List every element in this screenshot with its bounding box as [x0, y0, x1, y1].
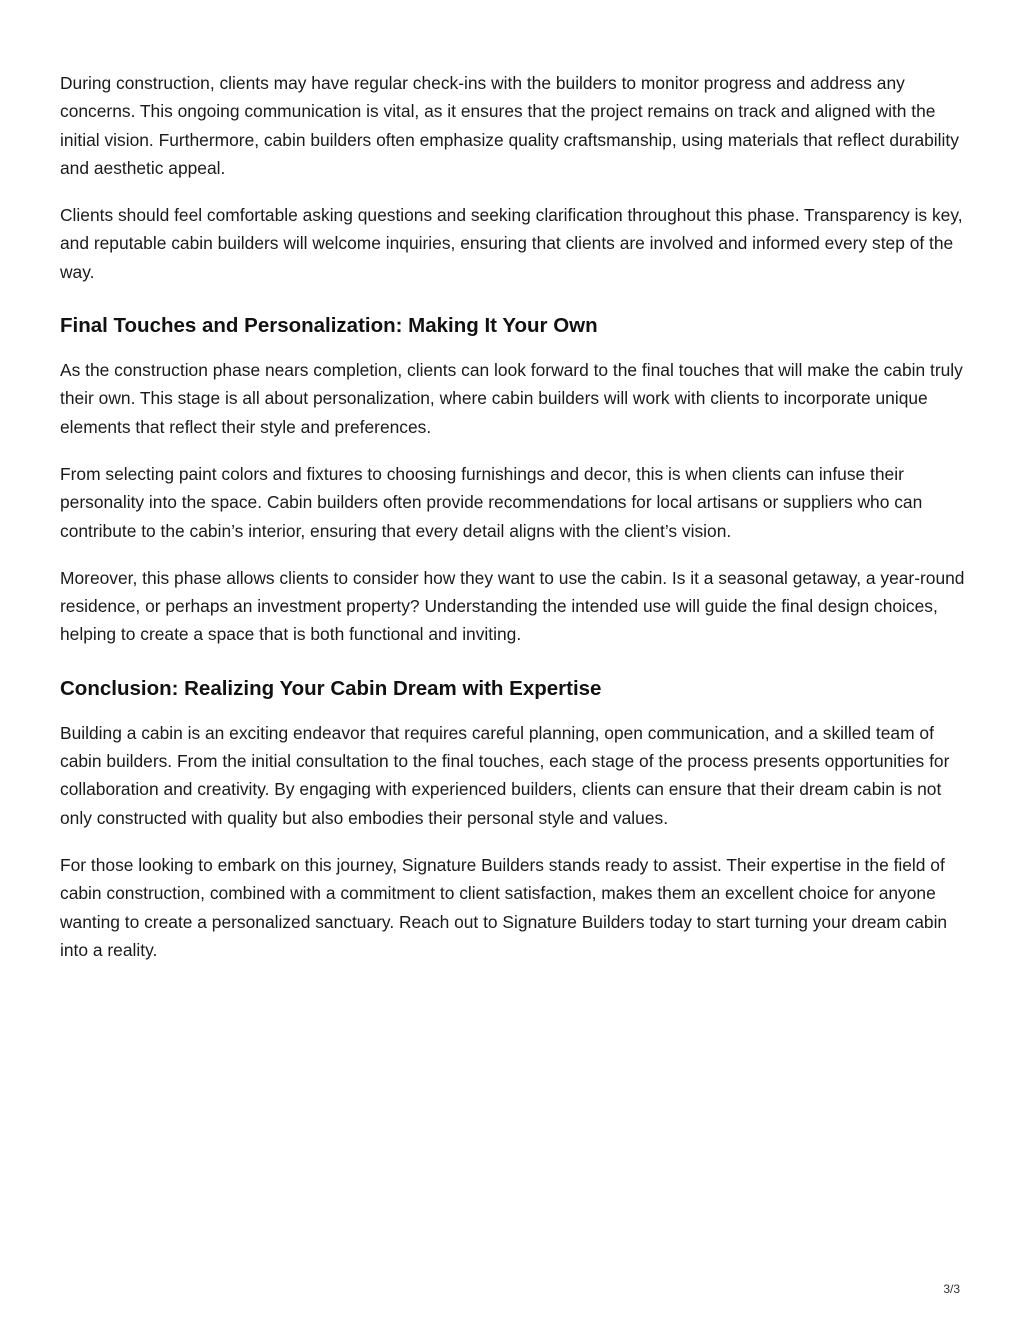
document-body	[60, 69, 965, 983]
paragraph-signature-builders: For those looking to embark on this journey, Signature Builders stands ready to assist. Their expertise in the field of cabin construction, combined with a commitment to client satisfaction, makes them an excellent choice for anyone wanting to create a personalized sanctuary. Reach out to Signature Builders today to start turning your dream cabin into a reality.	[60, 854, 948, 960]
paragraph-construction-checkins: During construction, clients may have regular check-ins with the builders to monitor progress and address any concerns. This ongoing communication is vital, as it ensures that the project remains on track and aligned with the initial vision. Furthermore, cabin builders often emphasize quality craftsmanship, using materials that reflect durability and aesthetic appeal.	[60, 73, 959, 178]
heading-conclusion: Conclusion: Realizing Your Cabin Dream with Expertise	[60, 676, 602, 700]
paragraph-personalization: As the construction phase nears completion, clients can look forward to the final touches that will make the cabin truly their own. This stage is all about personalization, where cabin builders will work with clients to incorporate unique elements that reflect their style and preferences.	[60, 360, 963, 437]
paragraph-intended-use: Moreover, this phase allows clients to consider how they want to use the cabin. Is it a seasonal getaway, a year-round residence, or perhaps an investment property? Understanding the intended use will guide the final design choices, helping to create a space that is both functional and inviting.	[60, 567, 965, 645]
page-number: 3/3	[943, 1282, 960, 1296]
paragraph-building-a-cabin: Building a cabin is an exciting endeavor that requires careful planning, open communication, and a skilled team of cabin builders. From the initial consultation to the final touches, each stage of the process presents opportunities for collaboration and creativity. By engaging with experienced builders, clients can ensure that their dream cabin is not only constructed with quality but also embodies their personal style and values.	[60, 722, 950, 828]
paragraph-clients-questions: Clients should feel comfortable asking questions and seeking clarification throughout this phase. Transparency is key, and reputable cabin builders will welcome inquiries, ensuring that clients are involved and informed every step of the way.	[60, 205, 963, 282]
heading-final-touches: Final Touches and Personalization: Making It Your Own	[60, 314, 598, 338]
paragraph-paint-and-fixtures: From selecting paint colors and fixtures to choosing furnishings and decor, this is when clients can infuse their personality into the space. Cabin builders often provide recommendations for local artisans or suppliers who can contribute to the cabin’s interior, ensuring that every detail aligns with the client’s vision.	[60, 463, 923, 541]
